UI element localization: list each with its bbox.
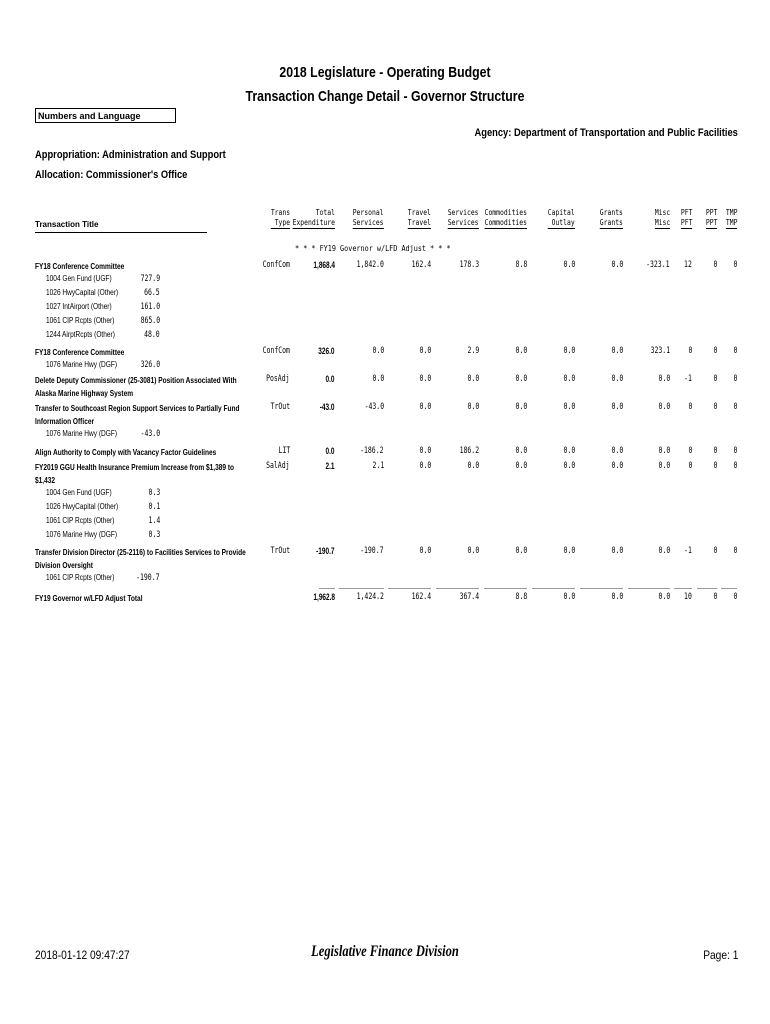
total-underline <box>484 588 527 589</box>
cell-services: 0.0 <box>467 546 479 556</box>
cell-total: 1,868.4 <box>313 260 335 270</box>
col-header-capital-line: Capital <box>548 208 575 217</box>
col-header-grants-line: Grants <box>599 218 623 227</box>
cell-ppt: 0 <box>713 402 717 412</box>
cell-personal: -190.7 <box>360 546 384 556</box>
cell-ppt: 0 <box>713 374 717 384</box>
col-header-capital <box>548 208 575 229</box>
cell-travel: 0.0 <box>419 374 431 384</box>
cell-services: 186.2 <box>459 446 479 456</box>
col-header-travel <box>408 208 431 229</box>
cell-services: 178.3 <box>459 260 479 270</box>
footer-page-number: Page: 1 <box>702 948 738 962</box>
cell-ppt: 0 <box>713 260 717 270</box>
fund-source-name: 1076 Marine Hwy (DGF) <box>46 530 118 539</box>
fund-source-name: 1076 Marine Hwy (DGF) <box>46 360 118 369</box>
cell-personal: 2.1 <box>372 461 384 471</box>
cell-services: 0.0 <box>467 461 479 471</box>
transaction-type: PosAdj <box>266 374 290 384</box>
cell-personal: -186.2 <box>360 446 384 456</box>
fund-source-name: 1061 CIP Rcpts (Other) <box>46 316 115 325</box>
fund-source-name: 1026 HwyCapital (Other) <box>46 288 119 297</box>
col-header-misc-line: Misc <box>654 208 670 217</box>
footer-division-logo: Legislative Finance Division <box>311 943 459 960</box>
section-label: * * * FY19 Governor w/LFD Adjust * * * <box>295 244 451 253</box>
cell-travel: 0.0 <box>419 402 431 412</box>
col-header-total <box>293 208 335 229</box>
transaction-title-line: Transfer to Southcoast Region Support Services to Partially Fund <box>35 404 240 413</box>
transaction-title-line: Delete Deputy Commissioner (25-3081) Position Associated With <box>35 376 237 385</box>
cell-pft: 0 <box>688 446 692 456</box>
col-header-personal-line: Personal <box>353 208 384 217</box>
transaction-title <box>35 446 216 459</box>
total-tmp: 0 <box>733 592 737 602</box>
col-header-ppt-line: PPT <box>705 218 717 227</box>
cell-travel: 0.0 <box>419 446 431 456</box>
cell-pft: 0 <box>688 461 692 471</box>
total-underline <box>674 588 692 589</box>
total-ppt: 0 <box>713 592 717 602</box>
total-travel: 162.4 <box>411 592 431 602</box>
cell-commodities: 8.8 <box>515 260 527 270</box>
col-header-services-line: Services <box>448 218 479 227</box>
cell-grants: 0.0 <box>611 546 623 556</box>
cell-tmp: 0 <box>733 374 737 384</box>
cell-personal: -43.0 <box>364 402 384 412</box>
cell-ppt: 0 <box>713 461 717 471</box>
col-header-commodities-line: Commodities <box>484 208 527 217</box>
cell-commodities: 0.0 <box>515 546 527 556</box>
cell-grants: 0.0 <box>611 346 623 356</box>
cell-travel: 162.4 <box>411 260 431 270</box>
footer-timestamp: 2018-01-12 09:47:27 <box>35 948 130 962</box>
fund-source-name: 1026 HwyCapital (Other) <box>46 502 119 511</box>
cell-grants: 0.0 <box>611 446 623 456</box>
fund-source-name: 1004 Gen Fund (UGF) <box>46 274 112 283</box>
cell-commodities: 0.0 <box>515 402 527 412</box>
cell-capital: 0.0 <box>563 546 575 556</box>
cell-travel: 0.0 <box>419 546 431 556</box>
col-header-travel-line: Travel <box>407 218 431 227</box>
transaction-title <box>35 546 246 572</box>
report-title-line1: 2018 Legislature - Operating Budget <box>279 64 491 81</box>
cell-personal: 1,842.0 <box>356 260 384 270</box>
total-underline <box>319 588 335 589</box>
col-header-services-line: Services <box>448 208 479 217</box>
total-label: FY19 Governor w/LFD Adjust Total <box>35 594 143 603</box>
fund-source-amount: 66.5 <box>144 288 160 298</box>
total-services: 367.4 <box>459 592 479 602</box>
cell-capital: 0.0 <box>563 461 575 471</box>
col-header-tmp <box>725 208 737 229</box>
total-total: 1,962.8 <box>313 592 335 602</box>
cell-services: 2.9 <box>467 346 479 356</box>
cell-misc: 0.0 <box>658 402 670 412</box>
cell-tmp: 0 <box>733 260 737 270</box>
col-header-title: Transaction Title <box>35 220 99 229</box>
cell-grants: 0.0 <box>611 402 623 412</box>
col-header-trans-type-line: Trans <box>270 208 290 217</box>
transaction-title <box>35 260 124 273</box>
col-header-total-line: Total <box>315 208 335 217</box>
col-header-personal <box>353 208 384 229</box>
col-header-ppt <box>705 208 717 229</box>
fund-source-amount: 727.9 <box>140 274 160 284</box>
transaction-title-line: FY2019 GGU Health Insurance Premium Increase from $1,389 to <box>35 463 235 472</box>
cell-personal: 0.0 <box>372 346 384 356</box>
total-underline <box>721 588 737 589</box>
cell-capital: 0.0 <box>563 446 575 456</box>
cell-pft: 0 <box>688 346 692 356</box>
col-header-travel-line: Travel <box>407 208 431 217</box>
transaction-type: ConfCom <box>262 260 290 270</box>
cell-travel: 0.0 <box>419 346 431 356</box>
cell-capital: 0.0 <box>563 346 575 356</box>
transaction-title-line: FY18 Conference Committee <box>35 262 125 271</box>
cell-commodities: 0.0 <box>515 374 527 384</box>
transaction-title-line: Align Authority to Comply with Vacancy Factor Guidelines <box>35 448 217 457</box>
cell-capital: 0.0 <box>563 402 575 412</box>
cell-commodities: 0.0 <box>515 446 527 456</box>
col-header-misc <box>655 208 670 229</box>
col-header-pft <box>680 208 692 229</box>
appropriation-label: Appropriation: Administration and Support <box>35 149 226 161</box>
fund-source-amount: -190.7 <box>136 573 160 583</box>
fund-source-amount: 0.1 <box>148 502 160 512</box>
col-header-title-underline <box>35 232 207 233</box>
report-title-line2: Transaction Change Detail - Governor Structure <box>245 88 525 105</box>
total-personal: 1,424.2 <box>356 592 384 602</box>
cell-pft: -1 <box>684 546 692 556</box>
cell-ppt: 0 <box>713 546 717 556</box>
cell-capital: 0.0 <box>563 260 575 270</box>
transaction-title <box>35 374 237 400</box>
total-underline <box>580 588 623 589</box>
cell-tmp: 0 <box>733 446 737 456</box>
fund-source-name: 1076 Marine Hwy (DGF) <box>46 429 118 438</box>
fund-source-name: 1244 AirptRcpts (Other) <box>46 330 115 339</box>
cell-misc: 0.0 <box>658 461 670 471</box>
total-underline <box>697 588 717 589</box>
col-header-capital-line: Outlay <box>548 218 575 229</box>
col-header-commodities <box>485 208 527 229</box>
fund-source-amount: 1.4 <box>148 516 160 526</box>
numbers-language-box: Numbers and Language <box>35 108 176 123</box>
cell-total: -43.0 <box>320 402 335 412</box>
transaction-type: ConfCom <box>262 346 290 356</box>
transaction-type: TrOut <box>270 546 290 556</box>
fund-source-amount: 0.3 <box>148 530 160 540</box>
col-header-total-line: Expenditure <box>292 218 335 227</box>
col-header-tmp-line: TMP <box>725 218 737 227</box>
transaction-type: LIT <box>278 446 290 456</box>
cell-tmp: 0 <box>733 346 737 356</box>
cell-grants: 0.0 <box>611 461 623 471</box>
col-header-trans-type-line: Type <box>271 218 290 229</box>
cell-pft: -1 <box>684 374 692 384</box>
cell-total: 2.1 <box>325 461 335 471</box>
total-commodities: 8.8 <box>515 592 527 602</box>
transaction-title-line: FY18 Conference Committee <box>35 348 125 357</box>
col-header-misc-line: Misc <box>654 218 670 227</box>
col-header-grants-line: Grants <box>599 208 623 217</box>
cell-ppt: 0 <box>713 446 717 456</box>
cell-commodities: 0.0 <box>515 346 527 356</box>
col-header-personal-line: Services <box>353 218 384 227</box>
cell-services: 0.0 <box>467 402 479 412</box>
cell-capital: 0.0 <box>563 374 575 384</box>
fund-source-name: 1004 Gen Fund (UGF) <box>46 488 112 497</box>
cell-travel: 0.0 <box>419 461 431 471</box>
cell-total: -190.7 <box>316 546 335 556</box>
col-header-pft-line: PFT <box>680 208 692 217</box>
fund-source-amount: 326.0 <box>140 360 160 370</box>
cell-total: 0.0 <box>325 374 335 384</box>
total-misc: 0.0 <box>658 592 670 602</box>
fund-source-amount: 161.0 <box>140 302 160 312</box>
allocation-label: Allocation: Commissioner's Office <box>35 169 188 181</box>
col-header-ppt-line: PPT <box>705 208 717 217</box>
col-header-pft-line: PFT <box>680 218 692 227</box>
fund-source-amount: 865.0 <box>140 316 160 326</box>
cell-tmp: 0 <box>733 402 737 412</box>
cell-commodities: 0.0 <box>515 461 527 471</box>
total-underline <box>388 588 431 589</box>
cell-personal: 0.0 <box>372 374 384 384</box>
transaction-title <box>35 346 124 359</box>
fund-source-amount: -43.0 <box>140 429 160 439</box>
cell-ppt: 0 <box>713 346 717 356</box>
transaction-title-line: $1,432 <box>35 476 56 485</box>
total-underline <box>628 588 670 589</box>
cell-pft: 0 <box>688 402 692 412</box>
cell-pft: 12 <box>684 260 692 270</box>
cell-grants: 0.0 <box>611 374 623 384</box>
transaction-title <box>35 402 239 428</box>
col-header-grants <box>600 208 623 229</box>
fund-source-amount: 0.3 <box>148 488 160 498</box>
cell-total: 0.0 <box>325 446 335 456</box>
fund-source-name: 1061 CIP Rcpts (Other) <box>46 516 115 525</box>
col-header-trans-type <box>271 208 290 229</box>
cell-misc: 0.0 <box>658 374 670 384</box>
total-pft: 10 <box>684 592 692 602</box>
total-capital: 0.0 <box>563 592 575 602</box>
cell-tmp: 0 <box>733 546 737 556</box>
cell-grants: 0.0 <box>611 260 623 270</box>
col-header-commodities-line: Commodities <box>484 218 527 227</box>
cell-misc: 323.1 <box>650 346 670 356</box>
cell-tmp: 0 <box>733 461 737 471</box>
fund-source-name: 1061 CIP Rcpts (Other) <box>46 573 115 582</box>
total-grants: 0.0 <box>611 592 623 602</box>
total-underline <box>339 588 384 589</box>
fund-source-amount: 48.0 <box>144 330 160 340</box>
fund-source-name: 1027 IntAirport (Other) <box>46 302 112 311</box>
cell-misc: 0.0 <box>658 546 670 556</box>
agency-label: Agency: Department of Transportation and Public Facilities <box>474 127 738 139</box>
total-underline <box>436 588 479 589</box>
total-underline <box>532 588 575 589</box>
cell-services: 0.0 <box>467 374 479 384</box>
col-header-tmp-line: TMP <box>725 208 737 217</box>
cell-total: 326.0 <box>318 346 335 356</box>
cell-misc: -323.1 <box>646 260 670 270</box>
transaction-type: SalAdj <box>266 461 290 471</box>
transaction-title-line: Information Officer <box>35 417 95 426</box>
col-header-services <box>448 208 479 229</box>
transaction-title-line: Division Oversight <box>35 561 93 570</box>
cell-misc: 0.0 <box>658 446 670 456</box>
transaction-type: TrOut <box>270 402 290 412</box>
transaction-title <box>35 461 234 487</box>
transaction-title-line: Alaska Marine Highway System <box>35 389 134 398</box>
transaction-title-line: Transfer Division Director (25-2116) to Facilities Services to Provide <box>35 548 246 557</box>
